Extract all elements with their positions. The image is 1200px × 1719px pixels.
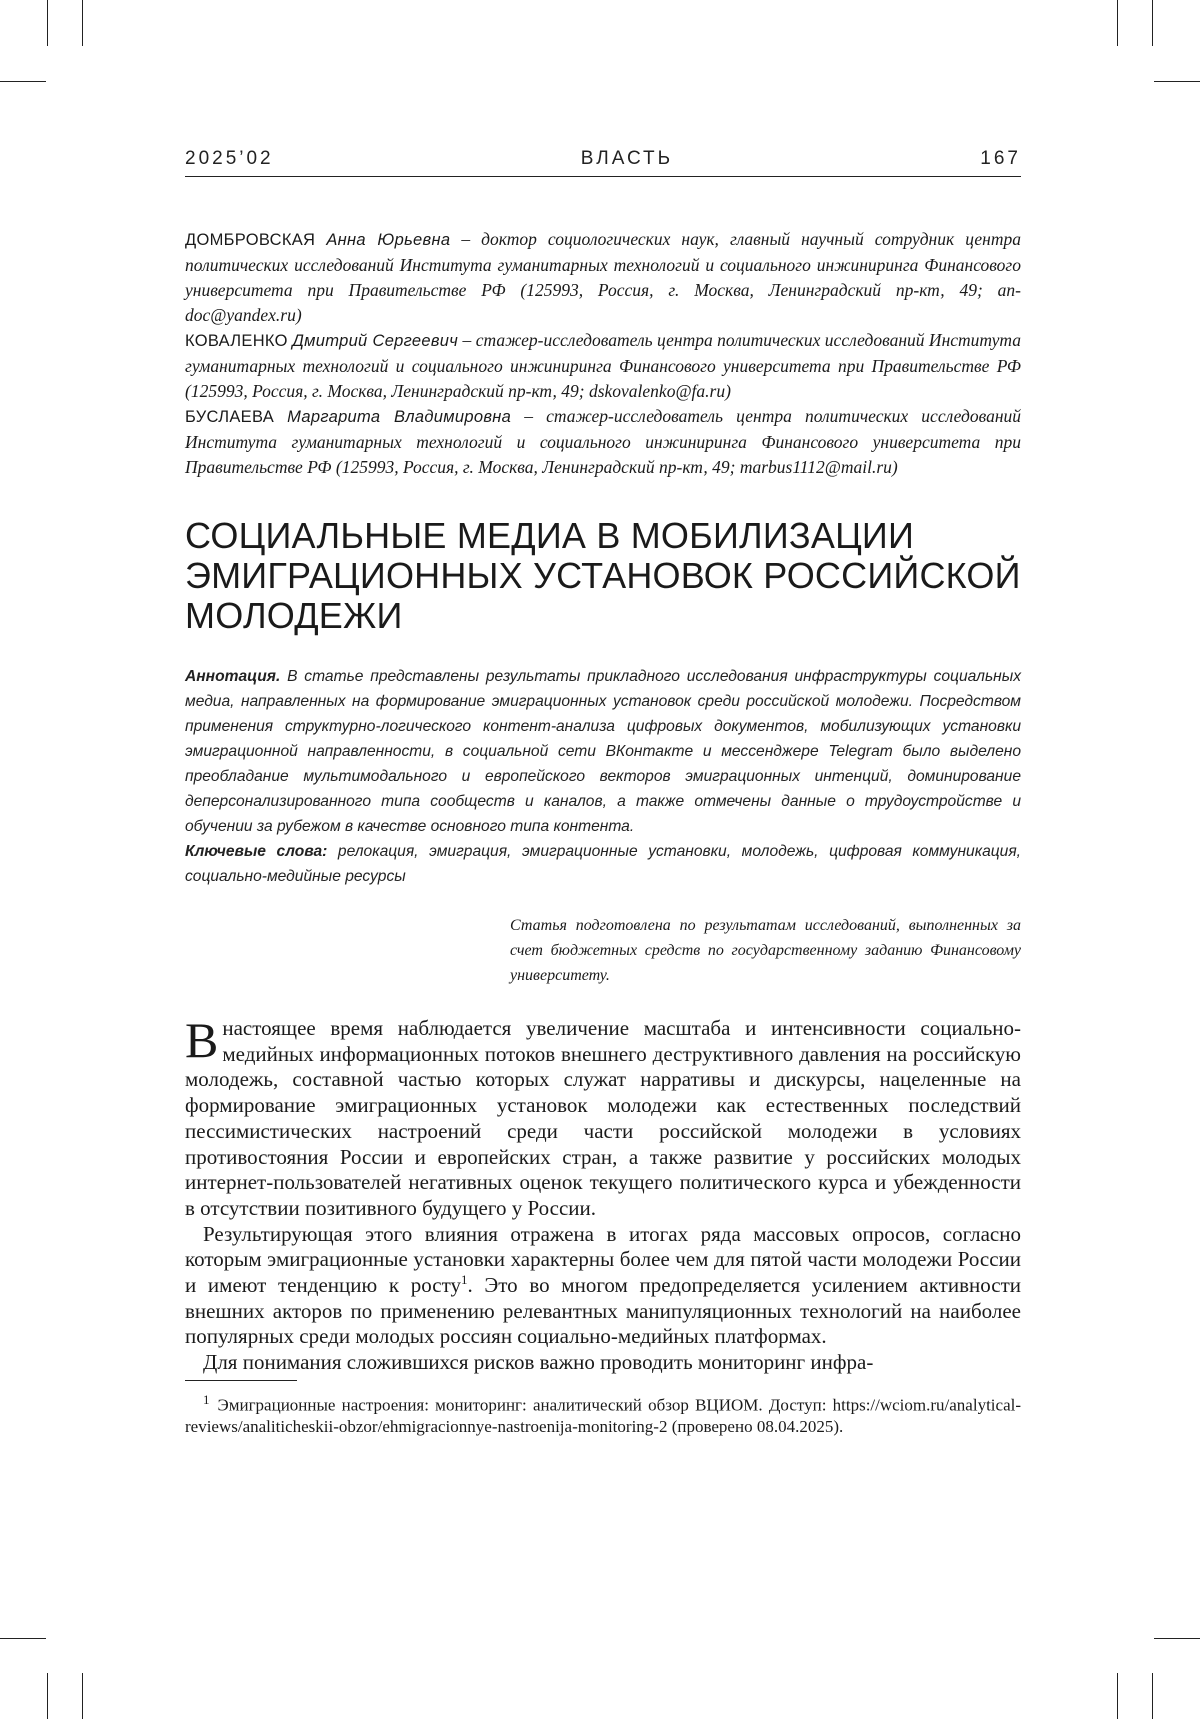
- abstract-block: [185, 664, 1021, 889]
- crop-mark: [0, 81, 46, 82]
- crop-mark: [47, 1673, 48, 1719]
- footnote-ref[interactable]: 1: [461, 1272, 468, 1287]
- journal-page: [185, 148, 1021, 1437]
- abstract-text: В статье представлены результаты прикладного исследования инфраструктуры социальных медиа, направленных на формирование эмиграционных установок среди российской молодежи. Посредством применения структурно-логического контент-анализа цифровых документов, мобилизующих установки эмиграционной направленности, в социальной сети ВКонтакте и мессенджере Telegram было выделено преобладание мультимодального и европейского векторов эмиграционных интенций, доминирование деперсонализированного типа сообществ и каналов, а также отмечены данные о трудоустройстве и обучении за рубежом в качестве основного типа контента.: [185, 668, 1021, 835]
- journal-name: ВЛАСТЬ: [581, 148, 673, 170]
- author-surname: ДОМБРОВСКАЯ: [185, 231, 315, 249]
- issue-number: 2025’02: [185, 148, 274, 170]
- running-header: [185, 148, 1021, 177]
- keywords-label: Ключевые слова:: [185, 843, 327, 860]
- crop-mark: [82, 0, 83, 46]
- author-given-name: Маргарита Владимировна: [287, 408, 511, 426]
- body-paragraph: [185, 1350, 1021, 1376]
- author-given-name: Дмитрий Сергеевич: [292, 332, 458, 350]
- abstract-label: Аннотация.: [185, 668, 280, 685]
- crop-mark: [1117, 0, 1118, 46]
- author-entry: [185, 404, 1021, 480]
- keywords: [185, 839, 1021, 889]
- article-title: СОЦИАЛЬНЫЕ МЕДИА В МОБИЛИЗАЦИИ ЭМИГРАЦИОННЫХ УСТАНОВОК РОССИЙСКОЙ МОЛОДЕЖИ: [185, 516, 1021, 636]
- author-entry: [185, 227, 1021, 328]
- footnote-divider: [185, 1380, 297, 1381]
- author-bio: – стажер-исследователь центра политических исследований Института гуманитарных технологий и социального инжиниринга Финансового университета при Правительстве РФ (125993, Россия, г. Москва, Ленинградский пр-кт, 49; dskovalenko@fa.ru): [185, 330, 1021, 401]
- article-body: [185, 1016, 1021, 1376]
- crop-mark: [0, 1638, 46, 1639]
- author-given-name: Анна Юрьевна: [326, 231, 450, 249]
- crop-mark: [1154, 81, 1200, 82]
- keywords-text: релокация, эмиграция, эмиграционные установки, молодежь, цифровая коммуникация, социально-медийные ресурсы: [185, 843, 1021, 885]
- crop-mark: [1152, 1673, 1153, 1719]
- body-paragraph: [185, 1016, 1021, 1222]
- paragraph-text: настоящее время наблюдается увеличение масштаба и интенсивности социально-медийных информационных потоков внешнего деструктивного давления на российскую молодежь, составной частью которых служат нарративы и дискурсы, нацеленные на формирование эмиграционных установок молодежи как естественных последствий пессимистических настроений среди части российской молодежи в условиях противостояния России и европейских стран, а также развитие у российских молодых интернет-пользователей негативных оценок текущего политического курса и убежденности в отсутствии позитивного будущего у России.: [185, 1016, 1021, 1220]
- author-bio: – доктор социологических наук, главный научный сотрудник центра политических исследований Института гуманитарных технологий и социального инжиниринга Финансового университета при Правительстве РФ (125993, Россия, г. Москва, Ленинградский пр-кт, 49; an-doc@yandex.ru): [185, 229, 1021, 325]
- author-surname: БУСЛАЕВА: [185, 408, 274, 426]
- paragraph-text: Для понимания сложившихся рисков важно проводить мониторинг инфра-: [203, 1350, 873, 1374]
- crop-mark: [1152, 0, 1153, 46]
- author-bio: – стажер-исследователь центра политических исследований Института гуманитарных технологий и социального инжиниринга Финансового университета при Правительстве РФ (125993, Россия, г. Москва, Ленинградский пр-кт, 49; marbus1112@mail.ru): [185, 406, 1021, 477]
- abstract: [185, 664, 1021, 839]
- crop-mark: [1154, 1638, 1200, 1639]
- crop-mark: [47, 0, 48, 46]
- page-number: 167: [980, 148, 1021, 170]
- drop-cap: В: [185, 1018, 218, 1062]
- crop-mark: [1117, 1673, 1118, 1719]
- body-paragraph: [185, 1222, 1021, 1351]
- paragraph-text: Результирующая этого влияния отражена в итогах ряда массовых опросов, согласно которым эмиграционные установки характерны более чем для пятой части молодежи России и имеют тенденцию к росту: [185, 1222, 1021, 1297]
- author-surname: КОВАЛЕНКО: [185, 332, 288, 350]
- paragraph-text: . Это во многом предопределяется усилением активности внешних акторов по применению релевантных манипуляционных технологий на наиболее популярных среди молодых россиян социально-медийных платформах.: [185, 1273, 1021, 1348]
- funding-note: Статья подготовлена по результатам исследований, выполненных за счет бюджетных средств по государственному заданию Финансовому университету.: [510, 913, 1021, 988]
- footnote-number: 1: [203, 1392, 210, 1407]
- author-info: [185, 227, 1021, 480]
- footnote: [185, 1389, 1021, 1437]
- footnote-text: Эмиграционные настроения: мониторинг: аналитический обзор ВЦИОМ. Доступ: https://wciom.ru/analytical-reviews/analiticheskii-obzor/ehmigracionnye-nastroenija-monitoring-2 (проверено 08.04.2025).: [185, 1396, 1021, 1436]
- author-entry: [185, 328, 1021, 404]
- crop-mark: [82, 1673, 83, 1719]
